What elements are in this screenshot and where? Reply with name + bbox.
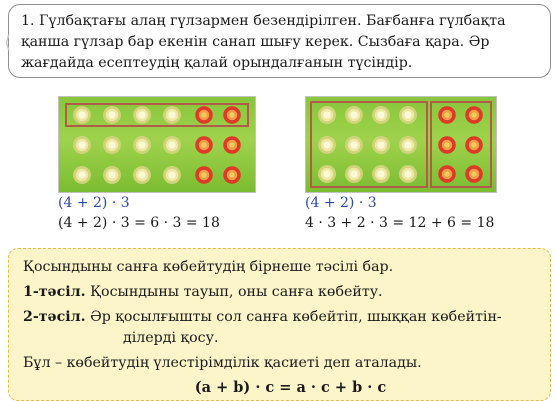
white-flower bbox=[318, 165, 336, 183]
white-flower bbox=[399, 136, 417, 154]
task-box bbox=[4, 4, 551, 78]
task-line-3: жағдайда есептеудің қалай орындалғанын түсіндір. bbox=[21, 55, 413, 71]
white-flower bbox=[372, 136, 390, 154]
white-flower bbox=[103, 166, 121, 184]
red-flower bbox=[465, 165, 483, 183]
white-flower bbox=[318, 106, 336, 124]
white-flower bbox=[163, 166, 181, 184]
red-flower bbox=[195, 136, 213, 154]
white-flower bbox=[345, 136, 363, 154]
white-flower bbox=[345, 106, 363, 124]
distributive-law-formula: (a + b) · c = a · c + b · c bbox=[194, 379, 387, 396]
right-computation: 4 · 3 + 2 · 3 = 12 + 6 = 18 bbox=[305, 215, 495, 231]
white-flower bbox=[163, 106, 181, 124]
left-garden-row-outline bbox=[65, 103, 249, 127]
rule-method-1 bbox=[23, 281, 538, 303]
rule-method-2-continued: ділерді қосу. bbox=[123, 330, 219, 346]
red-flower bbox=[465, 106, 483, 124]
rule-method-2 bbox=[23, 306, 538, 328]
red-flower bbox=[195, 166, 213, 184]
white-flower bbox=[318, 136, 336, 154]
white-flower bbox=[133, 166, 151, 184]
left-computation: (4 + 2) · 3 = 6 · 3 = 18 bbox=[58, 215, 220, 231]
white-flower bbox=[103, 106, 121, 124]
task-line-2: қанша гүлзар бар екенін санап шығу керек. Сызбаға қара. Әр bbox=[21, 34, 490, 50]
red-flower bbox=[438, 165, 456, 183]
left-garden-illustration bbox=[58, 96, 256, 193]
method-1-text: Қосындыны тауып, оны санға көбейту. bbox=[85, 284, 383, 300]
right-garden-illustration bbox=[305, 96, 497, 193]
task-line-1: 1. Гүлбақтағы алаң гүлзармен безендірілген. Бағбанға гүлбақта bbox=[21, 13, 506, 29]
rule-intro: Қосындыны санға көбейтудің бірнеше тәсілі бар. bbox=[23, 259, 394, 275]
white-flower bbox=[103, 136, 121, 154]
red-flower bbox=[223, 106, 241, 124]
white-flower bbox=[73, 166, 91, 184]
method-1-label: 1-тәсіл. bbox=[23, 284, 86, 300]
red-flower bbox=[223, 166, 241, 184]
rule-property: Бұл – көбейтудің үлестірімділік қасиеті деп аталады. bbox=[23, 355, 422, 371]
method-2-text: Әр қосылғышты сол санға көбейтіп, шыққан көбейтін- bbox=[85, 309, 502, 325]
white-flower bbox=[399, 106, 417, 124]
rule-box bbox=[8, 248, 551, 401]
left-expression: (4 + 2) · 3 bbox=[58, 195, 130, 211]
method-2-label: 2-тәсіл. bbox=[23, 309, 86, 325]
white-flower bbox=[73, 106, 91, 124]
red-flower bbox=[438, 106, 456, 124]
red-flower bbox=[195, 106, 213, 124]
white-flower bbox=[345, 165, 363, 183]
red-flower bbox=[438, 136, 456, 154]
margin-mark: ⟨ bbox=[4, 32, 12, 53]
red-flower bbox=[223, 136, 241, 154]
white-flower bbox=[133, 136, 151, 154]
white-flower bbox=[73, 136, 91, 154]
white-flower bbox=[133, 106, 151, 124]
red-flower bbox=[465, 136, 483, 154]
right-expression: (4 + 2) · 3 bbox=[305, 195, 377, 211]
white-flower bbox=[163, 136, 181, 154]
white-flower bbox=[372, 165, 390, 183]
white-flower bbox=[372, 106, 390, 124]
white-flower bbox=[399, 165, 417, 183]
